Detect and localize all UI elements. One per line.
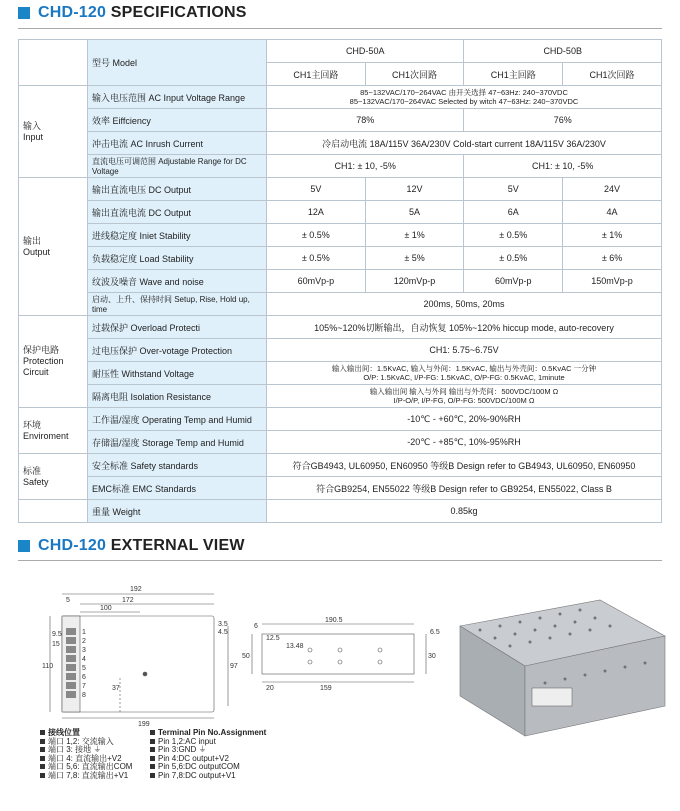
svg-text:5: 5 <box>82 665 86 672</box>
svg-text:7: 7 <box>82 683 86 690</box>
table-row: CH1主回路 CH1次回路 CH1主回路 CH1次回路 <box>19 63 662 86</box>
svg-text:3: 3 <box>82 647 86 654</box>
table-row: 纹波及噪音 Wave and noise 60mVp-p 120mVp-p 60mVp-p 150mVp-p <box>19 270 662 293</box>
svg-text:8: 8 <box>82 692 86 699</box>
model-label: 型号 Model <box>88 40 267 86</box>
table-row: 存储温/湿度 Storage Temp and Humid -20℃ - +85℃, 10%-95%RH <box>19 431 662 454</box>
svg-text:3.5: 3.5 <box>218 621 228 628</box>
svg-text:20: 20 <box>266 685 274 692</box>
specifications-heading <box>18 4 247 22</box>
svg-text:9.5: 9.5 <box>52 631 62 638</box>
table-row: 冲击电流 AC Inrush Current 冷启动电流 18A/115V 36A/230V Cold-start current 18A/115V 36A/230V <box>19 132 662 155</box>
table-row: 负载稳定度 Load Stability ± 0.5% ± 5% ± 0.5% ± 6% <box>19 247 662 270</box>
group-protection: 保护电路 Protection Circuit <box>19 316 88 408</box>
bullet-icon <box>40 773 45 778</box>
svg-text:37: 37 <box>112 685 120 692</box>
bullet-icon <box>40 756 45 761</box>
table-row: 耐压性 Withstand Voltage 输入输出间：1.5KvAC, 输入与外间：1.5KvAC, 输出与外壳间：0.5KvAC 一分钟 O/P: 1.5KvAC, I/P-FG: 1.5KvAC, O/P-FG: 0.5KvAC, 1minute <box>19 362 662 385</box>
svg-text:6.5: 6.5 <box>430 629 440 636</box>
heading-title: SPECIFICATIONS <box>110 4 247 21</box>
svg-text:100: 100 <box>100 605 112 612</box>
bullet-icon <box>40 739 45 744</box>
pin-legend-cn: 接线位置 端口 1,2: 交流输入 端口 3: 接地 ⏚ 端口 4: 直流输出+V2 端口 5,6: 直流输出COM 端口 7,8: 直流输出+V1 <box>40 729 132 780</box>
side-view-labels <box>242 617 440 692</box>
table-row: EMC标准 EMC Standards 符合GB9254, EN55022 等级B Design refer to GB9254, EN55022, Class B <box>19 477 662 500</box>
svg-text:199: 199 <box>138 721 150 728</box>
svg-text:50: 50 <box>242 653 250 660</box>
svg-text:110: 110 <box>42 663 54 670</box>
svg-text:192: 192 <box>130 586 142 593</box>
svg-text:12.5: 12.5 <box>266 635 280 642</box>
side-view-drawing <box>252 624 426 682</box>
bullet-icon <box>40 747 45 752</box>
table-row: 输出直流电流 DC Output 12A 5A 6A 4A <box>19 201 662 224</box>
group-safety: 标准 Safety <box>19 454 88 500</box>
table-row: 过电压保护 Over-votage Protection CH1: 5.75~6.75V <box>19 339 662 362</box>
group-input: 输入 Input <box>19 86 88 178</box>
svg-text:5: 5 <box>66 597 70 604</box>
svg-text:6: 6 <box>254 623 258 630</box>
bullet-icon <box>40 730 45 735</box>
bullet-icon <box>150 773 155 778</box>
bullet-icon <box>150 739 155 744</box>
spec-table <box>18 39 662 523</box>
svg-text:30: 30 <box>428 653 436 660</box>
table-row: 重量 Weight 0.85kg <box>19 500 662 523</box>
model-prefix: CHD-120 <box>38 537 107 554</box>
group-environment: 环境 Enviroment <box>19 408 88 454</box>
table-row: 隔离电阻 Isolation Resistance 输入输出间 输入与外间 输出与外壳间：500VDC/100M Ω I/P-O/P, I/P-FG, O/P-FG: 500VDC/100M Ω <box>19 385 662 408</box>
divider <box>18 560 662 561</box>
table-row <box>19 40 662 63</box>
svg-text:4.5: 4.5 <box>218 629 228 636</box>
heading-square-icon <box>18 7 30 19</box>
table-row: 输入 Input 输入电压范围 AC Input Voltage Range 85~132VAC/170~264VAC 由开关选择 47~63Hz: 240~370VDC 85~132VAC/170~264VAC Selected by witch 47~63Hz: 240~370VDC <box>19 86 662 109</box>
table-row: 启动、上升、保持时间 Setup, Rise, Hold up, time 200ms, 50ms, 20ms <box>19 293 662 316</box>
svg-text:6: 6 <box>82 674 86 681</box>
svg-text:190.5: 190.5 <box>325 617 343 624</box>
external-view-heading <box>18 537 245 555</box>
svg-text:2: 2 <box>82 638 86 645</box>
table-row: 保护电路 Protection Circuit 过载保护 Overload Protecti 105%~120%切断输出，自动恢复 105%~120% hiccup mode, auto-recovery <box>19 316 662 339</box>
model-prefix: CHD-120 <box>38 4 107 21</box>
table-row: 进线稳定度 Iniet Stability ± 0.5% ± 1% ± 0.5% ± 1% <box>19 224 662 247</box>
bullet-icon <box>150 730 155 735</box>
svg-text:15: 15 <box>52 641 60 648</box>
bullet-icon <box>150 756 155 761</box>
product-image <box>460 600 665 736</box>
table-row: 输出 Output 输出直流电压 DC Output 5V 12V 5V 24V <box>19 178 662 201</box>
svg-text:159: 159 <box>320 685 332 692</box>
heading-title: EXTERNAL VIEW <box>110 537 245 554</box>
front-view-drawing <box>50 594 228 718</box>
pin-legend-en: Terminal Pin No.Assignment Pin 1,2:AC input Pin 3:GND ⏚ Pin 4:DC output+V2 Pin 5,6:DC outputCOM Pin 7,8:DC output+V1 <box>150 729 266 780</box>
divider <box>18 28 662 29</box>
svg-text:1: 1 <box>82 629 86 636</box>
model-b: CHD-50B <box>464 40 662 63</box>
bullet-icon <box>150 764 155 769</box>
bullet-icon <box>150 747 155 752</box>
svg-text:172: 172 <box>122 597 134 604</box>
svg-text:4: 4 <box>82 656 86 663</box>
heading-square-icon <box>18 540 30 552</box>
model-a: CHD-50A <box>267 40 464 63</box>
table-row: 直流电压可调范围 Adjustable Range for DC Voltage CH1: ± 10, -5% CH1: ± 10, -5% <box>19 155 662 178</box>
group-output: 输出 Output <box>19 178 88 316</box>
svg-text:97: 97 <box>230 663 238 670</box>
table-row: 标准 Safety 安全标准 Safety standards 符合GB4943, UL60950, EN60950 等级B Design refer to GB4943, UL60950, EN60950 <box>19 454 662 477</box>
table-row: 环境 Enviroment 工作温/湿度 Operating Temp and Humid -10℃ - +60℃, 20%-90%RH <box>19 408 662 431</box>
bullet-icon <box>40 764 45 769</box>
table-row: 效率 Eiffciency 78% 76% <box>19 109 662 132</box>
svg-text:13.48: 13.48 <box>286 643 304 650</box>
